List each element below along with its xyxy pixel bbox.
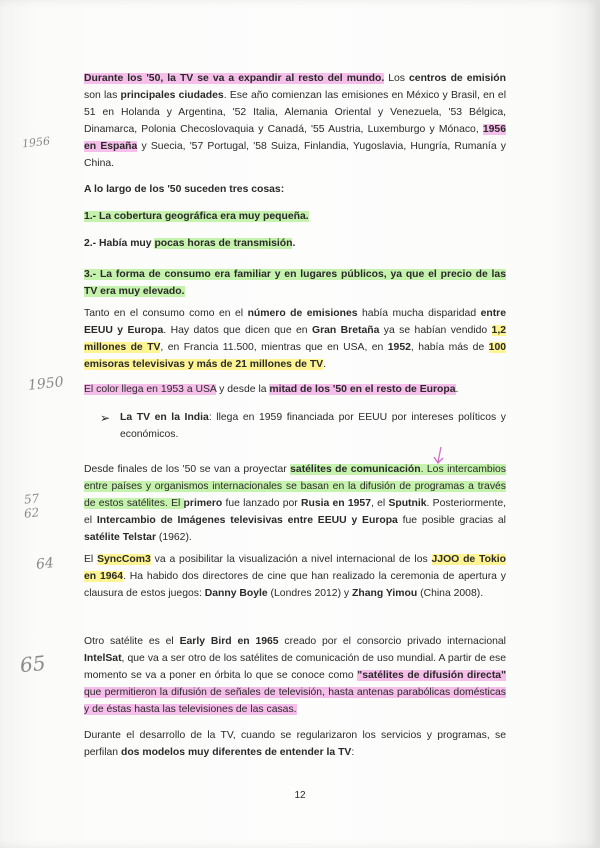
margin-note-1956: 1956 [21, 134, 51, 151]
margin-note-64: 64 [35, 555, 55, 573]
bold-ciudades: principales ciudades [120, 90, 224, 101]
text-span: : [351, 747, 355, 758]
bold-intelsat: IntelSat [84, 653, 122, 664]
paragraph-early-bird [84, 633, 506, 718]
item-3 [84, 266, 506, 300]
text-span: . [323, 359, 327, 370]
bold-rusia-1957: Rusia en 1957 [301, 498, 371, 509]
bold-dos-modelos: dos modelos muy diferentes de entender la TV [120, 747, 352, 758]
bold-sputnik: Sputnik [388, 498, 427, 509]
highlight-difusion-text: que permitieron la difusión de señales de televisión, hasta antenas parabólicas domésticas y de éstas hasta las televisiones de las casas. [84, 687, 506, 715]
bullet-india [120, 409, 506, 443]
bold-zhang-yimou: Zhang Yimou [352, 588, 418, 599]
item-1-text: 1.- La cobertura geográfica era muy pequeña. [84, 211, 309, 222]
text-span: . Hay datos que dicen que en [163, 325, 312, 336]
paragraph-color [84, 381, 506, 398]
text-span: fue lanzado por [222, 498, 301, 509]
bullet-text: : llega en 1959 financiada por EEUU por intereses políticos y económicos. [120, 412, 506, 440]
text-span: . Ha habido dos directores de cine que han realizado la ceremonia de apertura y clausura de estos juegos: [84, 571, 506, 599]
text-span: (China 2008). [417, 588, 484, 599]
text-span: Desde finales de los '50 se van a proyectar [84, 464, 291, 475]
highlight-syncom: SyncCom3 [97, 554, 151, 565]
text-span: , en Francia 11.500, mientras que en USA, en [160, 342, 388, 353]
text-span: Otro satélite es el [84, 636, 180, 647]
item-2-text: 2.- Había muy [84, 238, 155, 249]
bold-gran-bretana: Gran Bretaña [312, 325, 380, 336]
bold-telstar: satélite Telstar [84, 532, 156, 543]
page-number: 12 [294, 790, 306, 801]
text-span: había mucha disparidad [357, 308, 481, 319]
text-span: , el [371, 498, 389, 509]
text-span: Los [384, 73, 410, 84]
bold-early-bird: Early Bird en 1965 [179, 636, 279, 647]
highlight-tokio: JJOO de Tokio en 1964 [84, 554, 506, 582]
paragraph-consumption [84, 305, 506, 373]
text-span: ya se habían vendido [379, 325, 492, 336]
margin-note-57: 57 [23, 491, 40, 507]
bold-intercambio-imagenes: Intercambio de Imágenes televisivas entre EEUU y Europa [96, 515, 398, 526]
text-span: Tanto en el consumo como en el [84, 308, 248, 319]
text-span: son las [84, 90, 121, 101]
highlight-color-1953: El color llega en 1953 a USA [84, 384, 217, 395]
bold-1952: 1952 [387, 342, 411, 353]
highlight-satelites: satélites de comunicación [290, 464, 421, 475]
intro-three-things [84, 181, 506, 198]
bold-num-emisiones: número de emisiones [247, 308, 358, 319]
margin-note-1950: 1950 [27, 374, 65, 394]
text-span: . Posteriormente, el [84, 498, 507, 526]
paragraph-satellites [84, 461, 506, 546]
highlight-espana: 1956 en España [84, 124, 506, 152]
bold-eeuu-europa: entre EEUU y Europa [84, 308, 506, 336]
text-span: va a posibilitar la visualización a nivel internacional de los [150, 554, 432, 565]
item-2-end: . [292, 238, 296, 249]
text-span: . [455, 384, 459, 395]
item-3-text: 3.- La forma de consumo era familiar y en lugares públicos, ya que el precio de las TV era muy elevado. [84, 269, 506, 297]
highlight-intercambios: . Los intercambios entre países y organismos internacionales se basan en la difusión de programas a través de estos satélites. El [84, 464, 506, 509]
text-span: creado por el consorcio privado internacional [278, 636, 506, 647]
paragraph-expansion-50s [84, 70, 506, 172]
bullet-title: La TV en la India [120, 412, 209, 423]
bullet-arrow-icon: ➢ [100, 411, 111, 425]
highlight-millones: 1,2 millones de TV [84, 325, 506, 353]
text-span: (1962). [156, 532, 192, 543]
highlight-mitad-50: mitad de los '50 en el resto de Europa [269, 384, 456, 395]
item-2 [84, 235, 506, 252]
paragraph-syncom [84, 551, 506, 602]
text-span: fue posible gracias al [397, 515, 506, 526]
text-span: y Suecia, '57 Portugal, '58 Suiza, Finlandia, Yugoslavia, Hungría, Rumanía y China. [84, 141, 506, 169]
text-span: , había más de [410, 342, 489, 353]
item-2-highlight: pocas horas de transmisión [154, 238, 293, 249]
bold-primero: primero [183, 498, 223, 509]
item-1 [84, 208, 506, 225]
text-span: y desde la [216, 384, 270, 395]
text-span: . Ese año comienzan las emisiones en México y Brasil, en el 51 en Holanda y Argentina, '52 Italia, Alemania Oriental y Venezuela, '53 Bélgica, Dinamarca, Polonia Checoslovaquia y Canadá, '55 Austria, Luxemburgo y Mónaco, [84, 90, 506, 135]
margin-note-65: 65 [18, 650, 47, 678]
highlight-emisoras: 100 emisoras televisivas y más de 21 millones de TV [84, 342, 507, 370]
text-span: El [84, 554, 98, 565]
intro-text: A lo largo de los '50 suceden tres cosas: [84, 184, 285, 195]
highlight-expansion: Durante los '50, la TV se va a expandir al resto del mundo. [84, 73, 385, 84]
margin-note-62: 62 [23, 505, 40, 521]
text-span: (Londres 2012) y [267, 588, 352, 599]
bold-centros: centros de emisión [409, 73, 507, 84]
paragraph-models [84, 727, 506, 761]
highlight-difusion-directa: "satélites de difusión directa" [357, 670, 507, 681]
text-span: , que va a ser otro de los satélites de comunicación de uso mundial. A partir de ese momento se va a poner en órbita lo que se conoce como [84, 653, 506, 681]
text-span: Durante el desarrollo de la TV, cuando se regularizaron los servicios y programas, se perfilan [84, 730, 506, 758]
bold-danny-boyle: Danny Boyle [204, 588, 268, 599]
